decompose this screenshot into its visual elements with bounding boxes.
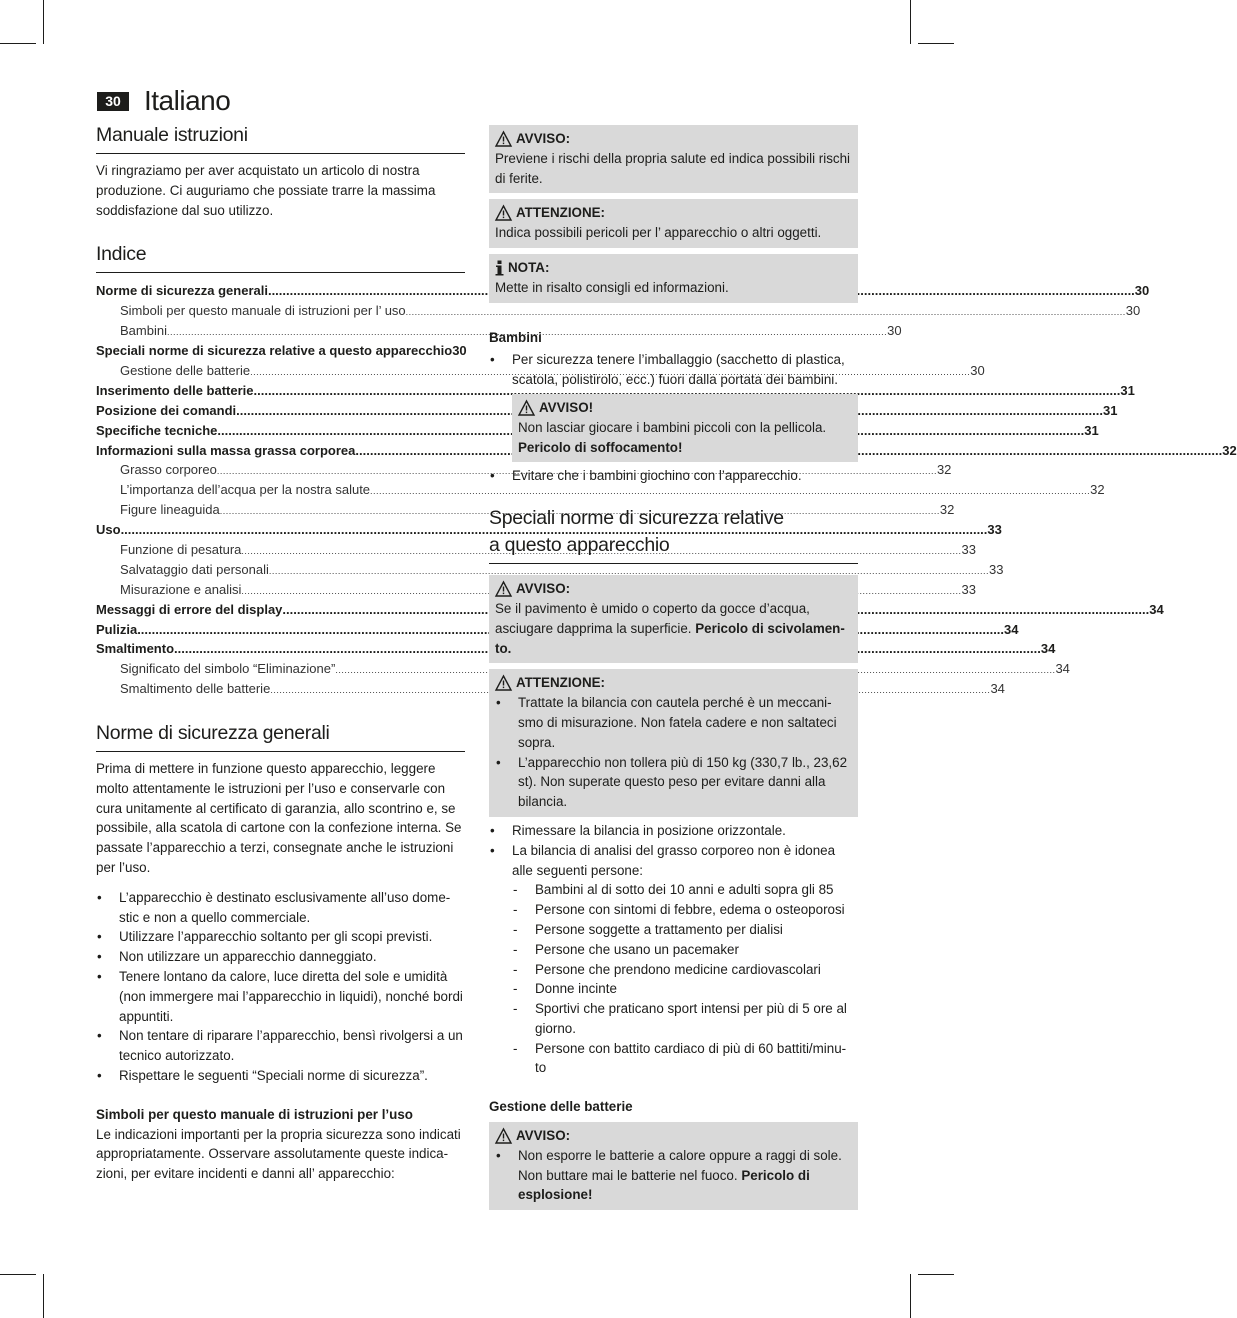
crop-mark: [910, 0, 911, 44]
toc-entry-title: Grasso corporeo: [120, 462, 217, 478]
list-item: - Bambini al di sotto dei 10 anni e adulti sopra gli 85: [512, 880, 858, 900]
children-warning-box: [512, 394, 858, 462]
warning-text: Previene i rischi della propria salute ed indica possibili rischi di ferite.: [495, 150, 851, 186]
toc-entry: [96, 560, 1004, 580]
caution-label: ATTENZIONE:: [516, 205, 606, 221]
toc-entry-page: 33: [989, 561, 1004, 577]
children-title: Bambini: [489, 329, 542, 345]
info-icon: [495, 260, 504, 276]
list-item: • Rispettare le seguenti “Speciali norme di sicurezza”.: [96, 1066, 465, 1086]
list-item: • Evitare che i bambini giochino con l’apparecchio.: [489, 466, 858, 486]
list-item: - Persone con battito cardiaco di più di 60 battiti/minu- to: [512, 1039, 858, 1079]
toc-entry: [96, 381, 1135, 401]
page-number: 30: [97, 92, 129, 111]
toc-entry-title: Smaltimento delle batterie: [120, 681, 271, 697]
toc-entry: [96, 639, 1056, 659]
toc-entry-title: Specifiche tecniche: [96, 422, 218, 438]
toc-entry-title: Informazioni sulla massa grassa corporea: [96, 442, 356, 458]
warning-triangle-icon: [495, 581, 512, 597]
toc-entry: [96, 341, 465, 361]
toc-entry: [96, 480, 1105, 500]
toc-entry-title: Uso: [96, 522, 121, 538]
special-caution-label: ATTENZIONE:: [516, 675, 606, 691]
toc-entry: [96, 659, 1070, 679]
special-warning-danger: Pericolo di scivolamen- to.: [495, 620, 845, 656]
warning-triangle-icon: [495, 131, 512, 147]
special-title-line-1: Speciali norme di sicurezza relative: [489, 507, 784, 530]
list-item: • Utilizzare l’apparecchio soltanto per gli scopi previsti.: [96, 927, 465, 947]
toc-entry-page: 34: [990, 681, 1005, 697]
list-item: • Rimessare la bilancia in posizione orizzontale.: [489, 821, 858, 841]
toc-entry: [96, 321, 902, 341]
special-caution-box: [489, 669, 858, 817]
note-box: [489, 254, 858, 303]
battery-warning-text: Non esporre le batterie a calore oppure a raggi di sole. Non buttare mai le batterie nel fuoco.: [518, 1147, 842, 1183]
toc-entry-page: 32: [1090, 482, 1105, 498]
list-item: - Persone soggette a trattamento per dialisi: [512, 920, 858, 940]
list-item: [489, 841, 858, 1079]
toc-entry-page: 30: [887, 323, 902, 339]
toc-entry-page: 34: [1055, 661, 1070, 677]
list-item: [495, 1146, 852, 1205]
crop-mark: [43, 1274, 44, 1318]
right-column: [489, 125, 858, 1210]
toc-entry-title: Smaltimento: [96, 641, 175, 657]
symbols-text: Le indicazioni importanti per la propria sicurezza sono indicati appropriatamente. Osservare assolutamente queste indica- zioni, per evitare incidenti e danni all’ apparecchio:: [96, 1126, 461, 1182]
list-item-text: La bilancia di analisi del grasso corporeo non è idonea alle seguenti persone:: [512, 842, 836, 878]
language-title: Italiano: [144, 85, 231, 116]
toc-entry-page: 30: [970, 362, 985, 378]
list-item: - Sportivi che praticano sport intensi per più di 5 ore al giorno.: [512, 999, 858, 1039]
toc-entry: [96, 301, 1141, 321]
warning-label: AVVISO:: [516, 131, 571, 146]
list-item: • Tenere lontano da calore, luce diretta del sole e umidità (non immergere mai l’apparecchio in liquidi), nonché bordi appuntiti.: [96, 967, 465, 1026]
list-item: • L’apparecchio non tollera più di 150 kg (330,7 lb., 23,62 st). Non superate questo peso per evitare danni alla bilancia.: [495, 753, 852, 812]
toc-entry-title: Funzione di pesatura: [120, 541, 242, 557]
crop-mark: [0, 43, 36, 44]
manual-title: Manuale istruzioni: [96, 122, 465, 154]
persons-list: [512, 880, 858, 1078]
special-list: [489, 821, 858, 1078]
warning-triangle-icon: [495, 205, 512, 221]
toc-entry-title: Simboli per questo manuale di istruzioni per l’ uso: [120, 303, 406, 319]
list-item: • Non tentare di riparare l’apparecchio, bensì rivolgersi a un tecnico autorizzato.: [96, 1026, 465, 1066]
list-item: - Donne incinte: [512, 979, 858, 999]
toc-entry-page: 31: [1084, 422, 1099, 438]
toc-entry-page: 32: [936, 462, 952, 478]
children-warning-label: AVVISO!: [539, 399, 594, 415]
list-item: • Trattate la bilancia con cautela perché è un meccani- smo di misurazione. Non fatela cadere e non saltateci sopra.: [495, 693, 852, 752]
crop-mark: [918, 43, 954, 44]
warning-triangle-icon: [495, 1128, 512, 1144]
toc-entry-page: 31: [1120, 382, 1135, 398]
index-title: Indice: [96, 241, 465, 273]
toc-entry-title: L’importanza dell’acqua per la nostra salute: [120, 482, 371, 498]
toc-entry-page: 30: [1134, 283, 1150, 299]
general-safety-list: [96, 888, 465, 1086]
special-caution-list: [495, 693, 852, 812]
toc-entry-page: 33: [961, 541, 977, 557]
list-item: • Non utilizzare un apparecchio danneggiato.: [96, 947, 465, 967]
toc-entry-title: Messaggi di errore del display: [96, 601, 283, 617]
battery-warning-list: [495, 1146, 852, 1205]
symbols-title: Simboli per questo manuale di istruzioni per l’uso: [96, 1106, 413, 1122]
toc-entry-title: Norme di sicurezza generali: [96, 283, 268, 299]
toc-entry-title: Pulizia: [96, 621, 138, 637]
list-item: - Persone con sintomi di febbre, edema o osteoporosi: [512, 900, 858, 920]
battery-warning-box: [489, 1122, 858, 1210]
children-list-2: [489, 466, 858, 486]
special-warning-label: AVVISO:: [516, 581, 571, 597]
toc-entry-title: Bambini: [120, 323, 167, 339]
children-warning-danger: Pericolo di soffocamento!: [518, 439, 683, 455]
crop-mark: [910, 1274, 911, 1318]
intro-text: Vi ringraziamo per aver acquistato un articolo di nostra produzione. Ci auguriamo che possiate trarre la massima soddisfazione dal suo utilizzo.: [96, 163, 436, 218]
toc-entry-title: Salvataggio dati personali: [120, 561, 269, 577]
toc-entry-page: 33: [987, 522, 1002, 538]
note-label: NOTA:: [508, 259, 550, 275]
warning-triangle-icon: [518, 400, 535, 416]
special-safety-title: [489, 505, 858, 564]
toc-entry-page: 33: [961, 581, 976, 597]
special-warning-box: [489, 575, 858, 663]
toc-entry-title: Misurazione e analisi: [120, 581, 242, 597]
list-item: - Persone che prendono medicine cardiovascolari: [512, 960, 858, 980]
list-item: • L’apparecchio è destinato esclusivamente all’uso dome- stic e non a quello commerciale.: [96, 888, 465, 928]
toc-entry-page: 31: [1102, 402, 1118, 418]
toc-entry-title: Significato del simbolo “Eliminazione”: [120, 661, 336, 677]
crop-mark: [43, 0, 44, 44]
special-warning-text: Se il pavimento è umido o coperto da gocce d’acqua, asciugare dapprima la superficie.: [495, 600, 810, 636]
general-safety-intro: Prima di mettere in funzione questo apparecchio, leggere molto attentamente le istruzioni per l’uso e conservarle con cura unitamente al certificato di garanzia, allo scontrino e, se possibile, alla scatola di cartone con la confezione interna. Se passate l’apparecchio a terzi, consegnate anche le istruzioni per l’uso.: [96, 761, 462, 876]
toc-entry-title: Inserimento delle batterie: [96, 382, 254, 398]
caution-box: [489, 199, 858, 248]
toc-entry: [96, 520, 1002, 540]
warning-box: [489, 125, 858, 193]
toc-entry-title: Speciali norme di sicurezza relative a questo apparecchio: [96, 343, 453, 359]
crop-mark: [0, 1274, 36, 1275]
special-title-line-2: a questo apparecchio: [489, 534, 670, 557]
warning-triangle-icon: [495, 675, 512, 691]
toc-entry-page: 34: [1040, 641, 1056, 657]
note-text: Mette in risalto consigli ed informazioni.: [495, 279, 729, 295]
toc-entry-title: Posizione dei comandi: [96, 402, 237, 418]
children-warning-text: Non lasciar giocare i bambini piccoli con la pellicola.: [518, 419, 827, 435]
toc-entry-page: 32: [939, 502, 955, 518]
caution-text: Indica possibili pericoli per l’ apparecchio o altri oggetti.: [495, 225, 822, 241]
list-item: • Per sicurezza tenere l’imballaggio (sacchetto di plastica, scatola, polistirolo, ecc.) fuori dalla portata dei bambini.: [489, 350, 858, 390]
toc-entry-page: 32: [1222, 442, 1237, 458]
children-list: [489, 350, 858, 390]
battery-warning-danger: Pericolo di esplosione!: [518, 1167, 810, 1203]
list-item: - Persone che usano un pacemaker: [512, 940, 858, 960]
toc-entry-page: 34: [1149, 601, 1164, 617]
toc-entry-page: 30: [1125, 303, 1141, 319]
crop-mark: [918, 1274, 954, 1275]
toc-entry-title: Figure lineaguida: [120, 502, 220, 518]
general-safety-title: Norme di sicurezza generali: [96, 720, 465, 752]
battery-title: Gestione delle batterie: [489, 1099, 633, 1115]
toc-entry-page: 34: [1004, 621, 1019, 637]
battery-warning-label: AVVISO:: [516, 1128, 571, 1144]
toc-entry-title: Gestione delle batterie: [120, 362, 251, 378]
toc-entry-page: 30: [452, 343, 467, 359]
